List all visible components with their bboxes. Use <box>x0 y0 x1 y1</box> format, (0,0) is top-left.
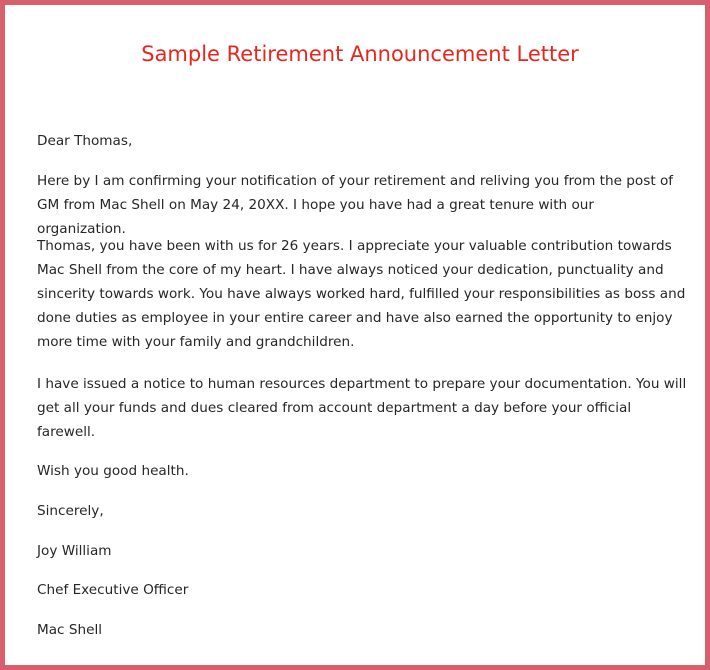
letter-wish: Wish you good health. <box>37 463 189 479</box>
letter-paragraph-2: Thomas, you have been with us for 26 years. I appreciate your valuable contribution towards Mac Shell from the core of my heart. I have always noticed your dedication, punctuality and sincerity towards work. You have always worked hard, fulfilled your responsibilities as boss and done duties as employee in your entire career and have also earned the opportunity to enjoy more time with your family and grandchildren. <box>37 238 686 350</box>
signer-title: Chef Executive Officer <box>37 582 189 598</box>
letter-closing: Sincerely, <box>37 503 104 519</box>
letter-paragraph-1: Here by I am confirming your notification of your retirement and reliving you from the post of GM from Mac Shell on May 24, 20XX. I hope you have had a great tenure with our organization. <box>37 173 674 237</box>
letter-paragraph-3: I have issued a notice to human resources department to prepare your documentation. You will get all your funds and dues cleared from account department a day before your official farewell. <box>37 376 687 440</box>
signer-name: Joy William <box>37 543 112 559</box>
page-title: Sample Retirement Announcement Letter <box>141 42 579 66</box>
letter-greeting: Dear Thomas, <box>37 133 133 149</box>
signer-company: Mac Shell <box>37 622 103 638</box>
